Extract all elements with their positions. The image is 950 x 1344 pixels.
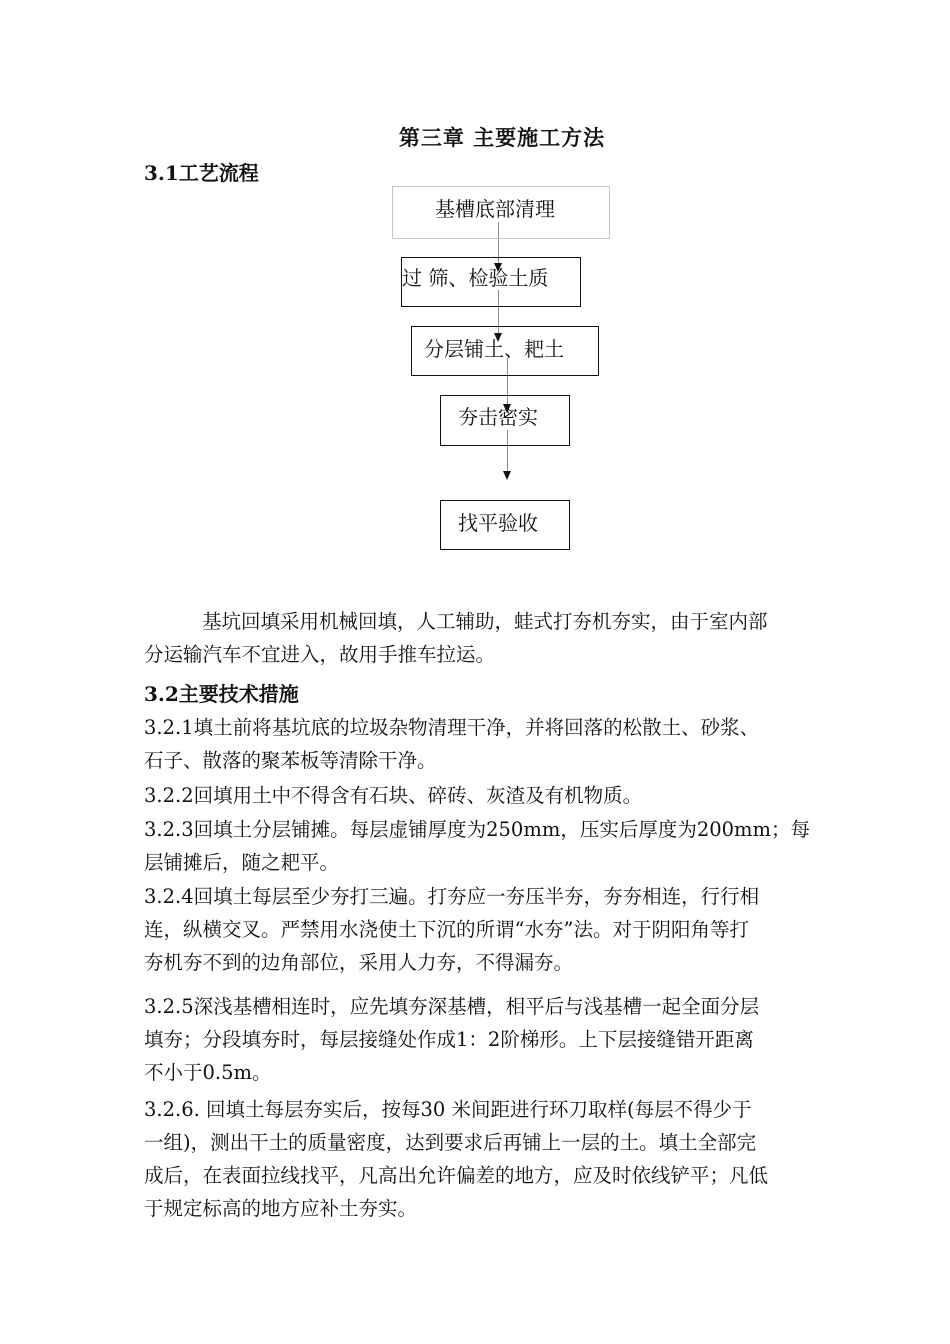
- paragraph-line: 3.2.2回填用土中不得含有石块、碎砖、灰渣及有机物质。: [144, 784, 643, 807]
- flow-step-sieve-inspect: [401, 257, 581, 307]
- paragraph-line: 层铺摊后，随之耙平。: [144, 851, 340, 874]
- clause-3-2-2: [144, 779, 864, 812]
- flow-step-label: 找平验收: [458, 511, 538, 535]
- clause-3-2-3: [144, 813, 864, 879]
- paragraph-line: 夯机夯不到的边角部位，采用人力夯，不得漏夯。: [144, 951, 574, 974]
- paragraph-line: 填夯；分段填夯时，每层接缝处作成1：2阶梯形。上下层接缝错开距离: [144, 1028, 754, 1051]
- flow-step-layer-spread: [411, 326, 599, 376]
- flow-step-label: 分层铺土、耙土: [424, 337, 564, 361]
- paragraph-line: 连，纵横交叉。严禁用水浇使土下沉的所谓“水夯”法。对于阴阳角等打: [144, 918, 749, 941]
- paragraph-line: 3.2.6. 回填土每层夯实后，按每30 米间距进行环刀取样(每层不得少于: [144, 1098, 752, 1121]
- paragraph-line: 3.2.4回填土每层至少夯打三遍。打夯应一夯压半夯，夯夯相连，行行相: [144, 885, 760, 908]
- clause-3-2-1: [144, 711, 864, 777]
- paragraph-line: 3.2.3回填土分层铺摊。每层虚铺厚度为250mm，压实后厚度为200mm；每: [144, 818, 811, 841]
- flow-arrow: [503, 471, 511, 480]
- paragraph-line: 一组)，测出干土的质量密度，达到要求后再铺上一层的土。填土全部完: [144, 1131, 757, 1154]
- flow-step-label: 夯击密实: [458, 405, 538, 429]
- chapter-title: 第三章 主要施工方法: [398, 125, 606, 150]
- paragraph-line: 3.2.5深浅基槽相连时，应先填夯深基槽，相平后与浅基槽一起全面分层: [144, 995, 760, 1018]
- clause-3-2-5: [144, 990, 864, 1089]
- paragraph-line: 成后，在表面拉线找平，凡高出允许偏差的地方，应及时依线铲平；凡低: [144, 1164, 769, 1187]
- paragraph-line: 于规定标高的地方应补土夯实。: [144, 1197, 418, 1220]
- paragraph-line: 不小于0.5m。: [144, 1061, 272, 1084]
- paragraph-line: 分运输汽车不宜进入，故用手推车拉运。: [144, 643, 496, 666]
- section-heading-3-1: 3.1工艺流程: [144, 161, 259, 185]
- paragraph-line: 基坑回填采用机械回填，人工辅助，蛙式打夯机夯实，由于室内部: [202, 610, 768, 633]
- paragraph-line: 石子、散落的聚苯板等清除干净。: [144, 749, 437, 772]
- paragraph-line: 3.2.1填土前将基坑底的垃圾杂物清理干净，并将回落的松散土、砂浆、: [144, 716, 760, 739]
- flow-step-label: 过 筛、检验土质: [402, 266, 549, 290]
- flow-step-level-accept: [440, 500, 570, 550]
- intro-paragraph: [144, 605, 864, 671]
- flow-step-label: 基槽底部清理: [435, 197, 555, 221]
- flow-step-tamp: [440, 395, 570, 446]
- section-heading-3-2: 3.2主要技术措施: [144, 682, 299, 706]
- flow-step-clean-trench: [392, 186, 610, 239]
- clause-3-2-4: [144, 880, 864, 979]
- clause-3-2-6: [144, 1093, 864, 1225]
